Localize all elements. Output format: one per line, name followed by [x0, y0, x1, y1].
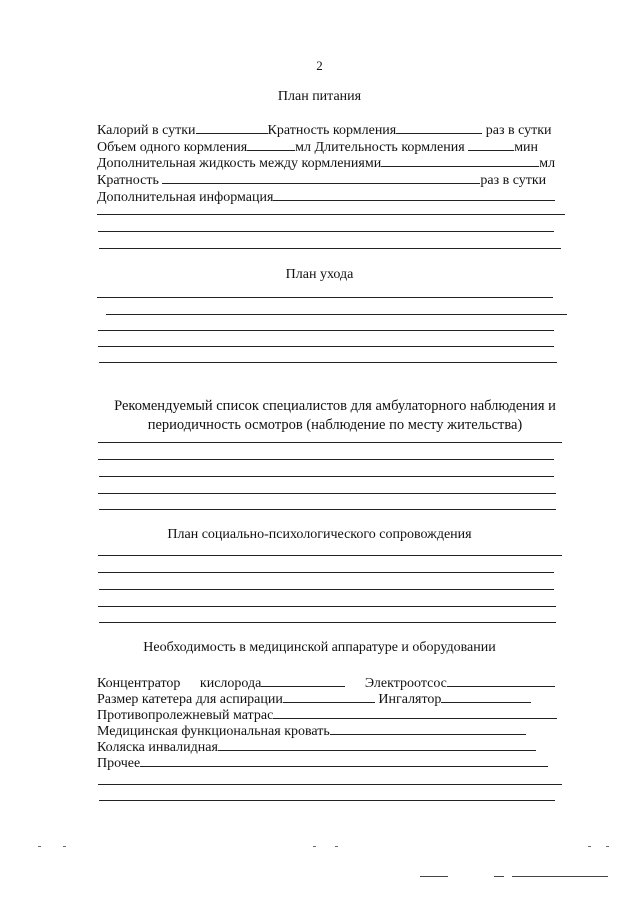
- scan-mark: [512, 876, 608, 877]
- specialists-title-line1: Рекомендуемый список специалистов для амбулаторного наблюдения и: [114, 398, 556, 414]
- mattress-field[interactable]: [273, 705, 557, 719]
- feeding-frequency-label: Кратность кормления: [267, 123, 397, 138]
- frequency-field[interactable]: [162, 170, 480, 184]
- mattress-label: Противопролежневый матрас: [97, 708, 274, 723]
- scan-mark: [313, 846, 316, 847]
- feeding-frequency-field[interactable]: [396, 120, 482, 134]
- volume-field[interactable]: [247, 137, 295, 151]
- catheter-field[interactable]: [283, 689, 375, 703]
- answer-line[interactable]: [98, 572, 554, 573]
- oxygen-label: кислорода: [199, 676, 262, 691]
- answer-line[interactable]: [99, 622, 556, 623]
- duration-label: Длительность кормления: [314, 140, 465, 155]
- inhaler-label: Ингалятор: [378, 692, 442, 707]
- answer-line[interactable]: [97, 297, 553, 298]
- wheelchair-field[interactable]: [218, 737, 536, 751]
- answer-line[interactable]: [99, 248, 561, 249]
- volume-label: Объем одного кормления: [97, 140, 248, 155]
- ml-unit: мл: [539, 156, 556, 171]
- wheelchair-label: Коляска инвалидная: [97, 740, 218, 755]
- extra-info-label: Дополнительная информация: [97, 190, 274, 205]
- scan-mark: [420, 876, 448, 877]
- duration-field[interactable]: [468, 137, 514, 151]
- answer-line[interactable]: [98, 459, 554, 460]
- care-title: План ухода: [285, 267, 354, 282]
- oxygen-field[interactable]: [261, 673, 345, 687]
- other-field[interactable]: [140, 753, 548, 767]
- answer-line[interactable]: [98, 330, 554, 331]
- electro-label: Электроотсос: [364, 676, 447, 691]
- page-number: 2: [316, 58, 323, 73]
- extra-fluid-field[interactable]: [381, 153, 539, 167]
- frequency-label: Кратность: [97, 173, 159, 188]
- scan-mark: [335, 846, 338, 847]
- ml-unit: мл: [295, 140, 312, 155]
- equipment-title: Необходимость в медицинской аппаратуре и оборудовании: [143, 640, 496, 655]
- scan-mark: [63, 846, 66, 847]
- answer-line[interactable]: [98, 555, 562, 556]
- scan-mark: [494, 876, 504, 877]
- extra-info-field[interactable]: [273, 187, 555, 201]
- calories-field[interactable]: [196, 120, 268, 134]
- scan-mark: [38, 846, 41, 847]
- extra-info-row: [97, 187, 555, 206]
- other-label: Прочее: [97, 756, 141, 771]
- min-unit: мин: [514, 140, 539, 155]
- scan-mark: [588, 846, 591, 847]
- answer-line[interactable]: [106, 314, 567, 315]
- catheter-label: Размер катетера для аспирации: [97, 692, 283, 707]
- answer-line[interactable]: [98, 231, 554, 232]
- electro-field[interactable]: [447, 673, 555, 687]
- answer-line[interactable]: [99, 589, 554, 590]
- scan-mark: [606, 846, 609, 847]
- calories-label: Калорий в сутки: [97, 123, 196, 138]
- other-row: [97, 753, 548, 772]
- specialists-title: [95, 397, 575, 435]
- concentrator-label: Концентратор: [97, 676, 181, 691]
- answer-line[interactable]: [98, 346, 554, 347]
- answer-line[interactable]: [98, 442, 562, 443]
- specialists-title-line2: периодичность осмотров (наблюдение по месту жительства): [147, 417, 523, 433]
- answer-line[interactable]: [99, 476, 554, 477]
- times-per-day-label: раз в сутки: [480, 173, 547, 188]
- answer-line[interactable]: [98, 606, 556, 607]
- bed-field[interactable]: [330, 721, 526, 735]
- answer-line[interactable]: [98, 784, 562, 785]
- answer-line[interactable]: [99, 800, 555, 801]
- bed-label: Медицинская функциональная кровать: [97, 724, 330, 739]
- answer-line[interactable]: [97, 214, 565, 215]
- times-per-day-label: раз в сутки: [485, 123, 552, 138]
- answer-line[interactable]: [99, 509, 556, 510]
- social-title: План социально-психологического сопровождения: [167, 527, 472, 542]
- nutrition-title: План питания: [277, 89, 362, 104]
- extra-fluid-label: Дополнительная жидкость между кормлениями: [97, 156, 382, 171]
- answer-line[interactable]: [99, 362, 557, 363]
- inhaler-field[interactable]: [441, 689, 531, 703]
- answer-line[interactable]: [98, 493, 556, 494]
